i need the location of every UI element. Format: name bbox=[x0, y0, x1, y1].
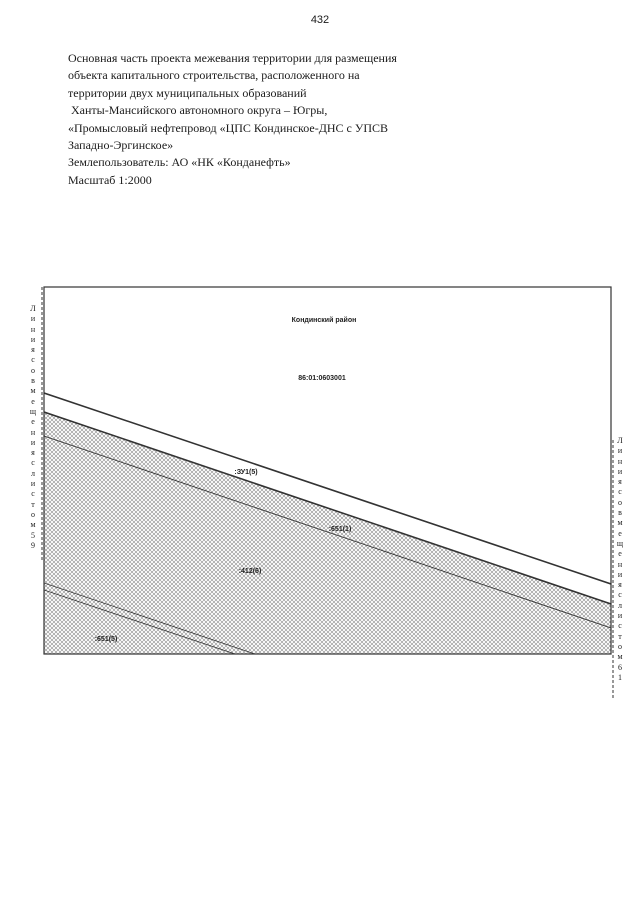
parcel-label-zu1: :ЗУ1(5) bbox=[234, 469, 258, 476]
side-label-char: м bbox=[617, 652, 623, 662]
parcel-label-412-6: :412(6) bbox=[238, 568, 262, 575]
side-label-char: е bbox=[618, 549, 622, 559]
side-label-char: с bbox=[31, 355, 35, 365]
scale-line: Масштаб 1:2000 bbox=[68, 172, 152, 187]
side-label-char: с bbox=[618, 621, 622, 631]
side-label-char: 1 bbox=[618, 672, 622, 682]
side-label-char: я bbox=[31, 345, 35, 355]
side-label-char: л bbox=[618, 600, 622, 610]
side-label-char: е bbox=[31, 417, 35, 427]
side-label-char: я bbox=[31, 448, 35, 458]
side-label-char: и bbox=[617, 446, 623, 456]
side-label-char: с bbox=[31, 458, 35, 468]
side-label-char: с bbox=[618, 487, 622, 497]
header-line: Западно-Эргинское» bbox=[68, 138, 174, 153]
side-label-char: м bbox=[30, 520, 36, 530]
side-label-char: Л bbox=[617, 436, 623, 445]
side-label-char: в bbox=[31, 376, 35, 386]
side-label-char: е bbox=[618, 528, 622, 538]
side-label-char: я bbox=[618, 477, 622, 487]
side-label-char: н bbox=[30, 324, 36, 334]
header-line: «Промысловый нефтепровод «ЦПС Кондинское-ДНС с УПСВ bbox=[68, 120, 389, 135]
side-label-char: и bbox=[30, 314, 36, 324]
side-label-char: н bbox=[617, 456, 623, 466]
side-label-char: н bbox=[617, 559, 623, 569]
header-line: Ханты-Мансийского автономного округа – Югры, bbox=[68, 103, 328, 118]
side-label-char: с bbox=[31, 489, 35, 499]
side-label-char: е bbox=[31, 396, 35, 406]
side-label-char: в bbox=[618, 508, 622, 518]
parcel-label-651-1: :651(1) bbox=[328, 526, 352, 533]
side-label-char: и bbox=[30, 479, 36, 489]
cadastral-quarter-label: 86:01:0603001 bbox=[298, 375, 346, 382]
side-label-char: 9 bbox=[31, 540, 35, 550]
side-label-char: 6 bbox=[618, 662, 622, 672]
header-line: Основная часть проекта межевания территории для размещения bbox=[68, 51, 397, 65]
side-label-char: о bbox=[618, 641, 622, 651]
side-label-char: н bbox=[30, 427, 36, 437]
side-label-char: л bbox=[31, 468, 35, 478]
side-label-char: щ bbox=[29, 406, 37, 416]
side-label-char: о bbox=[31, 365, 35, 375]
land-user-line: Землепользователь: АО «НК «Конданефть» bbox=[68, 155, 291, 170]
side-label-char: о bbox=[618, 497, 622, 507]
side-label-char: щ bbox=[616, 538, 624, 548]
header-line: объекта капитального строительства, расположенного на bbox=[68, 68, 360, 83]
side-label-char: и bbox=[617, 611, 623, 621]
side-label-char: о bbox=[31, 509, 35, 519]
side-label-char: и bbox=[617, 466, 623, 476]
hatched-parcel-area bbox=[44, 412, 611, 654]
side-label-char: я bbox=[618, 580, 622, 590]
side-label-char: 5 bbox=[31, 530, 35, 540]
side-label-char: м bbox=[617, 518, 623, 528]
side-label-char: и bbox=[30, 334, 36, 344]
side-label-char: и bbox=[617, 569, 623, 579]
side-label-char: т bbox=[618, 631, 622, 641]
side-label-char: Л bbox=[30, 304, 36, 313]
header-line: территории двух муниципальных образований bbox=[68, 85, 307, 100]
parcel-label-651-5: :651(5) bbox=[94, 636, 118, 643]
page-number: 432 bbox=[310, 14, 330, 26]
side-label-char: т bbox=[31, 499, 35, 509]
side-label-char: м bbox=[30, 386, 36, 396]
district-label: Кондинский район bbox=[291, 317, 357, 324]
side-label-char: и bbox=[30, 437, 36, 447]
side-label-char: с bbox=[618, 590, 622, 600]
